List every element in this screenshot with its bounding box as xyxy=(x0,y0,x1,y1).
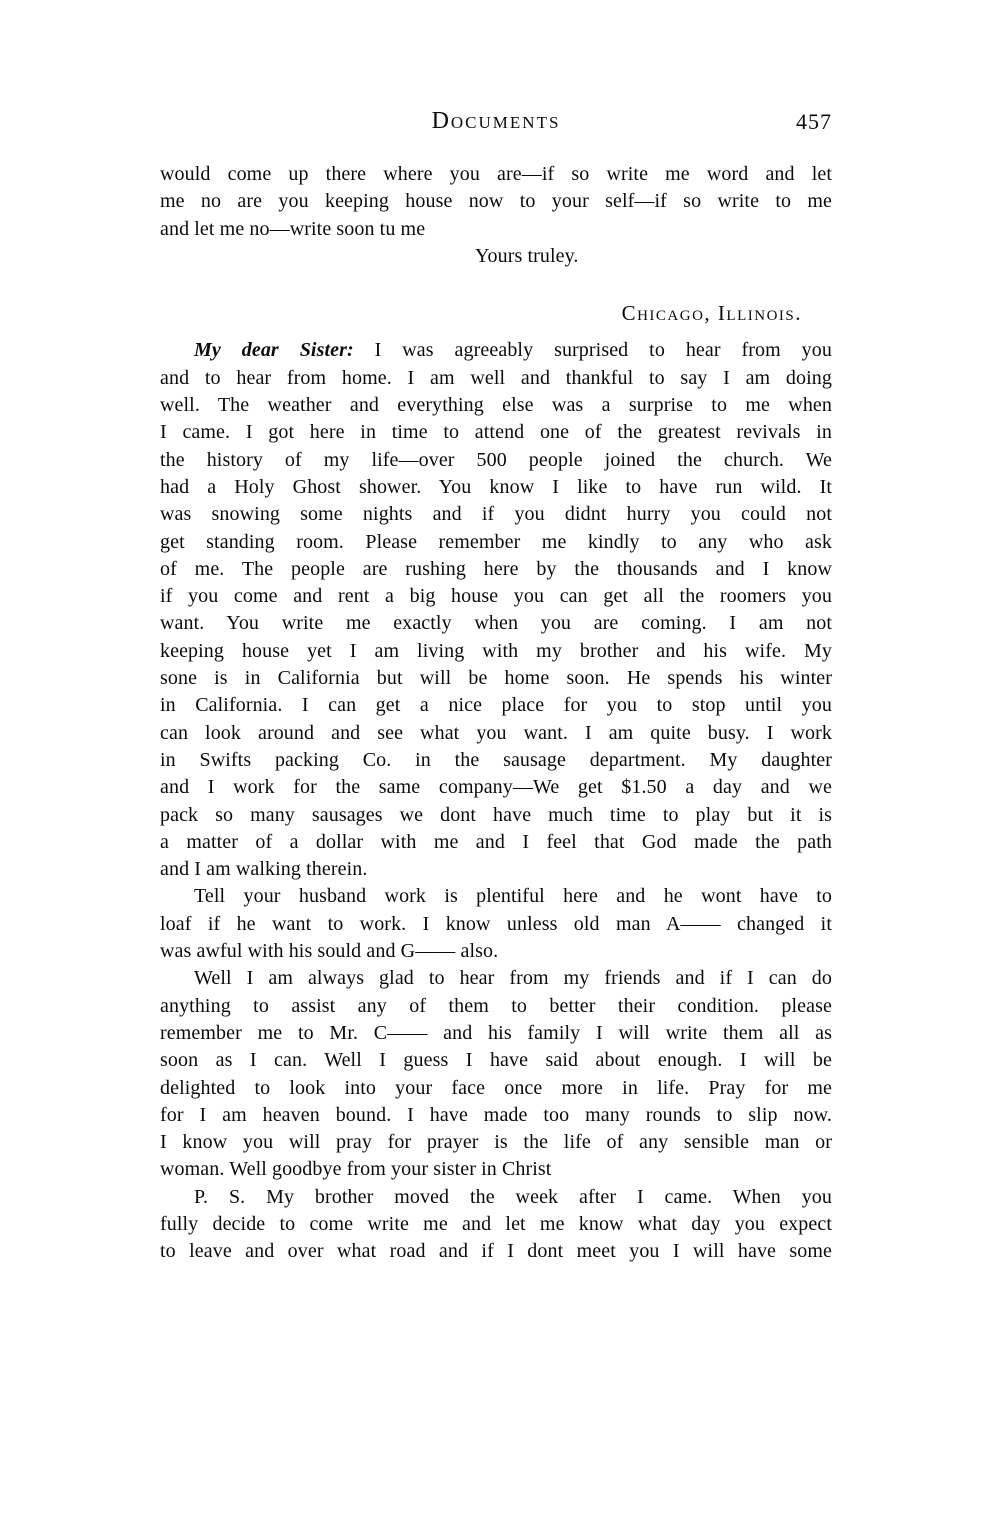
text-line: the history of my life—over 500 people joined the church. We xyxy=(160,448,832,471)
text-line: and I am walking therein. xyxy=(160,858,368,881)
text-line: sone is in California but will be home soon. He spends his winter xyxy=(160,667,832,690)
text-line: for I am heaven bound. I have made too many rounds to slip now. xyxy=(160,1103,832,1126)
text-line: in California. I can get a nice place for you to stop until you xyxy=(160,694,832,717)
paragraph-friends xyxy=(160,965,832,1183)
text-line: remember me to Mr. C—— and his family I will write them all as xyxy=(160,1021,832,1044)
text-line: fully decide to come write me and let me know what day you expect xyxy=(160,1212,832,1235)
text-run: I was agreeably surprised to hear from you xyxy=(353,339,832,362)
text-line: and let me no—write soon tu me xyxy=(160,217,426,240)
text-line: can look around and see what you want. I am quite busy. I work xyxy=(160,721,832,744)
text-line: was snowing some nights and if you didnt hurry you could not xyxy=(160,503,832,526)
running-head-title: Documents xyxy=(431,108,561,134)
text-line: delighted to look into your face once more in life. Pray for me xyxy=(160,1076,832,1099)
text-line: get standing room. Please remember me kindly to any who ask xyxy=(160,530,832,553)
text-line: a matter of a dollar with me and I feel that God made the path xyxy=(160,830,832,853)
text-line: anything to assist any of them to better their condition. please xyxy=(160,994,832,1017)
text-line: me no are you keeping house now to your self—if so write to me xyxy=(160,190,832,213)
text-line: had a Holy Ghost shower. You know I like to have run wild. It xyxy=(160,475,832,498)
page-body xyxy=(160,161,832,1266)
text-line: pack so many sausages we dont have much time to play but it is xyxy=(160,803,832,826)
text-line: I know you will pray for prayer is the life of any sensible man or xyxy=(160,1131,832,1154)
text-line: in Swifts packing Co. in the sausage department. My daughter xyxy=(160,748,832,771)
text-line: of me. The people are rushing here by the thousands and I know xyxy=(160,557,832,580)
text-line: well. The weather and everything else was a surprise to me when xyxy=(160,394,832,417)
text-line: and I work for the same company—We get $1.50 a day and we xyxy=(160,776,832,799)
letter-salutation: My dear Sister: xyxy=(194,339,354,362)
page-header xyxy=(160,106,832,136)
text-line: to leave and over what road and if I dont meet you I will have some xyxy=(160,1240,832,1263)
text-line: if you come and rent a big house you can get all the roomers you xyxy=(160,585,832,608)
vertical-gap xyxy=(160,270,832,300)
page-number: 457 xyxy=(796,109,832,134)
text-line: and to hear from home. I am well and thankful to say I am doing xyxy=(160,366,832,389)
text-line: I came. I got here in time to attend one of the greatest revivals in xyxy=(160,421,832,444)
text-line: loaf if he want to work. I know unless old man A—— changed it xyxy=(160,912,832,935)
text-line xyxy=(160,337,832,364)
text-lines-group xyxy=(160,365,832,884)
paragraph-husband xyxy=(160,883,832,965)
signature-line: Yours truley. xyxy=(475,244,579,267)
vertical-gap xyxy=(160,327,832,337)
text-line: woman. Well goodbye from your sister in Christ xyxy=(160,1158,552,1181)
text-line: soon as I can. Well I guess I have said about enough. I will be xyxy=(160,1049,832,1072)
text-line: would come up there where you are—if so write me word and let xyxy=(160,163,832,185)
text-line: was awful with his sould and G—— also. xyxy=(160,940,499,963)
text-line: Well I am always glad to hear from my friends and if I can do xyxy=(194,967,832,990)
letter-dateline: Chicago, Illinois. xyxy=(621,301,802,326)
paragraph-letter-opening xyxy=(160,337,832,883)
text-line: want. You write me exactly when you are coming. I am not xyxy=(160,612,832,635)
paragraph-postscript xyxy=(160,1184,832,1266)
text-line: P. S. My brother moved the week after I came. When you xyxy=(194,1185,832,1208)
text-line: keeping house yet I am living with my brother and his wife. My xyxy=(160,639,832,662)
text-line: Tell your husband work is plentiful here and he wont have to xyxy=(194,885,832,908)
paragraph-previous-letter xyxy=(160,161,832,243)
